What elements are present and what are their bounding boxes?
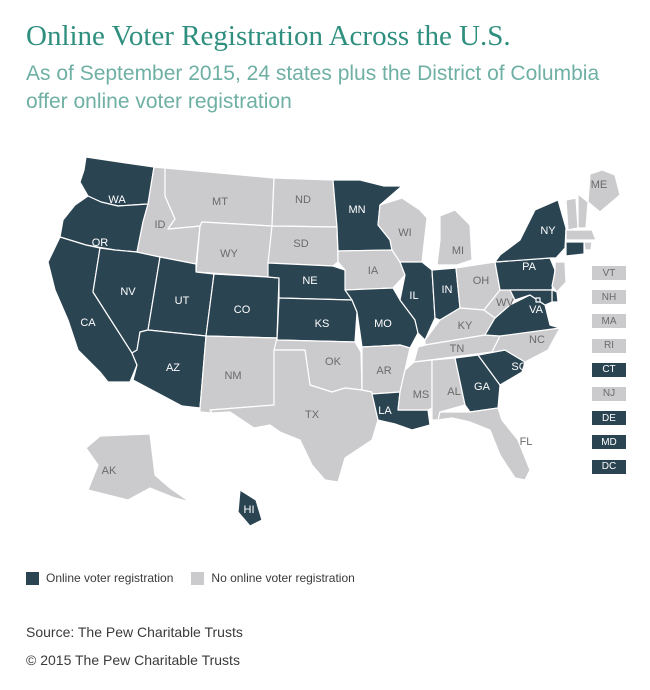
state-label-az: AZ [165, 361, 181, 374]
small-state-label: RI [592, 339, 626, 353]
state-ct [566, 242, 584, 256]
legend-swatch-online [26, 572, 39, 585]
state-label-pa: PA [522, 260, 536, 273]
state-label-nv: NV [120, 285, 136, 298]
state-label-ak: AK [101, 464, 117, 477]
state-label-id: ID [154, 218, 166, 231]
state-de [552, 290, 558, 302]
state-label-mn: MN [348, 203, 366, 216]
state-label-nm: NM [224, 369, 242, 382]
source-note: Source: The Pew Charitable Trusts [26, 624, 243, 640]
legend-swatch-none [191, 572, 204, 585]
state-label-tn: TN [449, 342, 465, 355]
state-label-al: AL [447, 385, 461, 398]
legend-item-none [191, 571, 354, 585]
state-nh [578, 194, 588, 228]
state-dc [536, 298, 540, 302]
state-label-oh: OH [472, 274, 490, 287]
state-label-me: ME [590, 178, 608, 191]
state-label-ny: NY [540, 224, 556, 237]
small-state-label: VT [592, 266, 626, 280]
small-state-label: NJ [592, 387, 626, 401]
state-label-il: IL [409, 289, 419, 302]
state-label-mi: MI [451, 244, 465, 257]
state-label-hi: HI [243, 503, 255, 516]
small-state-label: MD [592, 435, 626, 449]
state-label-ca: CA [80, 316, 96, 329]
small-states-list [592, 266, 626, 484]
state-label-wa: WA [108, 193, 126, 206]
small-state-label: CT [592, 363, 626, 377]
state-label-ne: NE [302, 274, 318, 287]
legend-label-online: Online voter registration [46, 571, 174, 585]
state-label-mt: MT [212, 195, 228, 208]
state-label-nc: NC [529, 333, 545, 346]
state-label-tx: TX [304, 408, 320, 421]
state-label-fl: FL [519, 435, 533, 448]
copyright-note: © 2015 The Pew Charitable Trusts [26, 652, 240, 668]
state-fl [438, 408, 530, 480]
state-me [588, 170, 620, 212]
state-label-va: VA [529, 303, 543, 316]
state-label-ia: IA [367, 264, 379, 277]
legend-item-online [26, 571, 173, 585]
state-label-sd: SD [293, 237, 309, 250]
state-label-ut: UT [174, 294, 190, 307]
legend [26, 571, 355, 585]
small-state-label: MA [592, 314, 626, 328]
small-state-label: DE [592, 411, 626, 425]
state-label-wv: WV [496, 296, 514, 309]
state-label-nd: ND [295, 193, 311, 206]
state-label-sc: SC [511, 360, 527, 373]
legend-label-none: No online voter registration [211, 571, 355, 585]
state-label-ok: OK [325, 355, 341, 368]
state-label-ky: KY [457, 319, 473, 332]
state-label-wi: WI [398, 226, 412, 239]
state-ri [584, 242, 592, 250]
map-title: Online Voter Registration Across the U.S. [26, 20, 511, 52]
state-label-ms: MS [412, 388, 430, 401]
state-label-co: CO [233, 303, 251, 316]
state-vt [566, 198, 578, 230]
state-label-ar: AR [376, 364, 392, 377]
small-state-label: NH [592, 290, 626, 304]
state-label-ks: KS [314, 317, 330, 330]
state-label-in: IN [441, 283, 453, 296]
state-label-la: LA [378, 404, 392, 417]
map-subtitle: As of September 2015, 24 states plus the District of Columbia offer online voter registration [26, 62, 600, 113]
small-state-label: DC [592, 460, 626, 474]
state-label-wy: WY [220, 247, 238, 260]
state-ma [566, 230, 596, 240]
state-label-mo: MO [374, 317, 392, 330]
state-label-ga: GA [474, 380, 490, 393]
state-label-or: OR [91, 236, 109, 249]
